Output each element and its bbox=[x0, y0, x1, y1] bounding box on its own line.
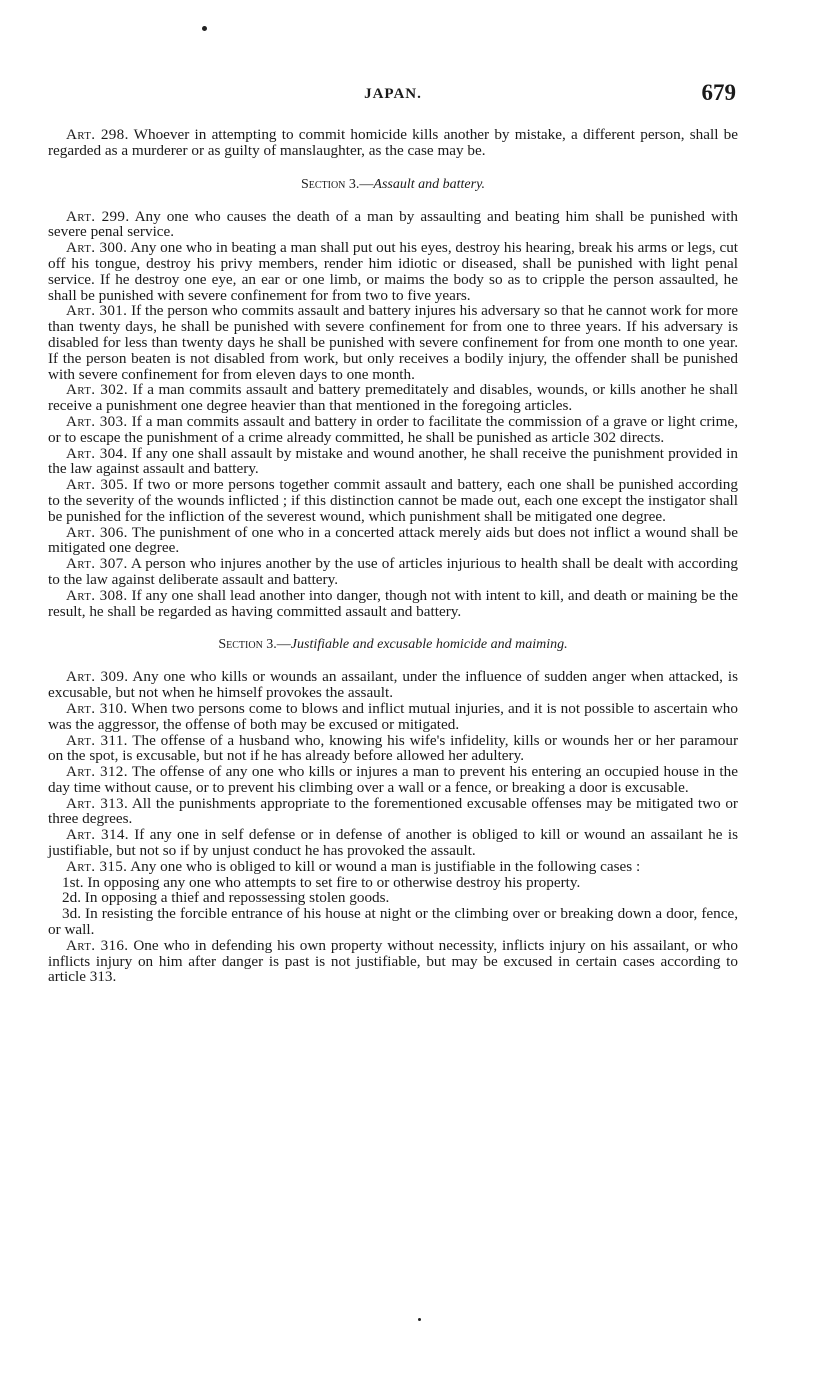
article-303 bbox=[48, 414, 738, 446]
section-heading-justifiable: Section 3.—Justifiable and excusable homicide and maiming. bbox=[218, 637, 568, 653]
article-312 bbox=[48, 764, 738, 796]
clause-item: 1st. In opposing any one who attempts to set fire to or otherwise destroy his property. bbox=[62, 873, 581, 891]
article-text: If any one shall lead another into danger, though not with intent to kill, and death or maining be the result, he shall be regarded as having committed assault and battery. bbox=[48, 586, 739, 620]
article-label: Art. 311. bbox=[66, 731, 128, 749]
article-label: Art. 315. bbox=[66, 857, 128, 875]
article-text: A person who injures another by the use of articles injurious to health shall be dealt with according to the law against deliberate assault and battery. bbox=[48, 555, 738, 588]
article-text: Any one who kills or wounds an assailant, under the influence of sudden anger when attacked, is excusable, but not when he himself provokes the assault. bbox=[48, 668, 738, 702]
article-298 bbox=[48, 127, 738, 159]
article-label: Art. 314. bbox=[66, 826, 129, 844]
article-301 bbox=[48, 303, 738, 382]
ink-speck-top bbox=[202, 26, 207, 31]
running-head bbox=[48, 80, 738, 114]
article-314 bbox=[48, 827, 738, 859]
article-306 bbox=[48, 525, 738, 557]
article-310 bbox=[48, 701, 738, 733]
article-label: Art. 299. bbox=[66, 207, 130, 225]
article-text: Any one who is obliged to kill or wound a man is justifiable in the following cases : bbox=[130, 857, 641, 875]
article-label: Art. 302. bbox=[66, 381, 128, 399]
article-text: If any one in self defense or in defense of another is obliged to kill or wound an assailant he is justifiable, but not so if by unjust conduct he has provoked the assault. bbox=[48, 826, 738, 860]
section-heading-assault: Section 3.—Assault and battery. bbox=[300, 176, 486, 192]
article-text: Any one who causes the death of a man by assaulting and beating him shall be punished with severe penal service. bbox=[48, 207, 738, 241]
article-label: Art. 305. bbox=[66, 476, 129, 494]
article-text: The offense of a husband who, knowing his wife's infidelity, kills or wounds her or her paramour on the spot, is excusable, but not if he has already before allowed her adultery. bbox=[48, 731, 738, 765]
section-justifiable-articles bbox=[48, 669, 738, 985]
article-text: Any one who in beating a man shall put out his eyes, destroy his hearing, break his arms or legs, cut off his tongue, destroy his privy members, render him idiotic or diseased, shall be punished with light penal service. If he destroy one eye, an ear or one limb, or maims the body so as to cripple the person assaulted, he shall be punished with severe confinement for from two to five years. bbox=[48, 239, 739, 304]
article-label: Art. 316. bbox=[66, 936, 129, 954]
article-text: The punishment of one who in a concerted attack merely aids but does not inflict a wound shall be mitigated one degree. bbox=[48, 523, 738, 557]
article-315 bbox=[48, 859, 738, 875]
article-text: Whoever in attempting to commit homicide kills another by mistake, a different person, shall be regarded as a murderer or as guilty of manslaughter, as the case may be. bbox=[48, 126, 738, 159]
section-title: Assault and battery. bbox=[373, 176, 486, 192]
clause-item: 3d. In resisting the forcible entrance of his house at night or the climbing over or breaking down a door, fence, or wall. bbox=[48, 905, 738, 939]
article-text: When two persons come to blows and inflict mutual injuries, and it is not possible to ascertain who was the aggressor, the offense of both may be excused or mitigated. bbox=[48, 699, 738, 733]
article-text: One who in defending his own property without necessity, inflicts injury on his assailant, or who inflicts injury on him after danger is past is not justifiable, but may be excused in certain cases according to article 313. bbox=[48, 936, 738, 986]
article-304 bbox=[48, 446, 738, 478]
article-text: The offense of any one who kills or injures a man to prevent his entering an occupied house in the day time without cause, or to prevent his climbing over a wall or a fence, or breaking a door is excusable. bbox=[48, 763, 738, 796]
article-309 bbox=[48, 669, 738, 701]
article-299 bbox=[48, 209, 738, 241]
section-label: Section 3. bbox=[300, 176, 360, 192]
article-305 bbox=[48, 477, 738, 524]
article-label: Art. 307. bbox=[66, 555, 128, 573]
article-316 bbox=[48, 938, 738, 985]
article-311 bbox=[48, 733, 738, 765]
article-text: If two or more persons together commit assault and battery, each one shall be punished according to the severity of the wounds inflicted ; if this distinction cannot be made out, each one except the instigator shall be punished for the infliction of the severest wound, which punishment shall be mitigated one degree. bbox=[48, 476, 738, 525]
article-label: Art. 304. bbox=[66, 444, 128, 462]
article-label: Art. 313. bbox=[66, 794, 129, 812]
running-title: JAPAN. bbox=[364, 86, 422, 102]
article-308 bbox=[48, 588, 738, 620]
article-307 bbox=[48, 556, 738, 588]
article-label: Art. 308. bbox=[66, 586, 128, 604]
section-label: Section 3. bbox=[218, 637, 277, 653]
intro-articles bbox=[48, 127, 738, 159]
article-label: Art. 298. bbox=[66, 126, 129, 143]
clause-item: 2d. In opposing a thief and repossessing stolen goods. bbox=[62, 889, 390, 907]
article-label: Art. 312. bbox=[66, 763, 128, 781]
article-313 bbox=[48, 796, 738, 828]
article-label: Art. 301. bbox=[66, 302, 128, 320]
article-text: If any one shall assault by mistake and wound another, he shall receive the punishment provided in the law against assault and battery. bbox=[48, 444, 739, 478]
ink-speck-bottom bbox=[418, 1318, 421, 1321]
document-page bbox=[48, 80, 738, 985]
article-315-clauses bbox=[48, 875, 738, 938]
article-text: If a man commits assault and battery premeditately and disables, wounds, or kills another he shall receive a punishment one degree heavier than that mentioned in the foregoing articles. bbox=[48, 381, 738, 415]
page-number: 679 bbox=[701, 80, 736, 105]
article-302 bbox=[48, 382, 738, 414]
article-label: Art. 306. bbox=[66, 523, 128, 541]
article-text: If the person who commits assault and battery injures his adversary so that he cannot work for more than twenty days, he shall be punished with severe confinement for from one to three years. If his adversary is disabled for less than twenty days he shall be punished with severe confinement for from one month to one year. If the person beaten is not disabled from work, but only receives a bodily injury, the offender shall be punished with severe confinement for from eleven days to one month. bbox=[48, 302, 739, 383]
article-label: Art. 300. bbox=[66, 239, 128, 257]
article-text: If a man commits assault and battery in order to facilitate the commission of a grave or light crime, or to escape the punishment of a crime already committed, he shall be punished as article 302 directs. bbox=[48, 412, 739, 446]
article-label: Art. 303. bbox=[66, 412, 128, 430]
article-label: Art. 310. bbox=[66, 699, 128, 717]
article-label: Art. 309. bbox=[66, 668, 129, 686]
section-title: Justifiable and excusable homicide and maiming. bbox=[290, 637, 568, 653]
article-text: All the punishments appropriate to the forementioned excusable offenses may be mitigated two or three degrees. bbox=[48, 794, 738, 828]
section-assault-articles bbox=[48, 209, 738, 620]
article-300 bbox=[48, 240, 738, 303]
